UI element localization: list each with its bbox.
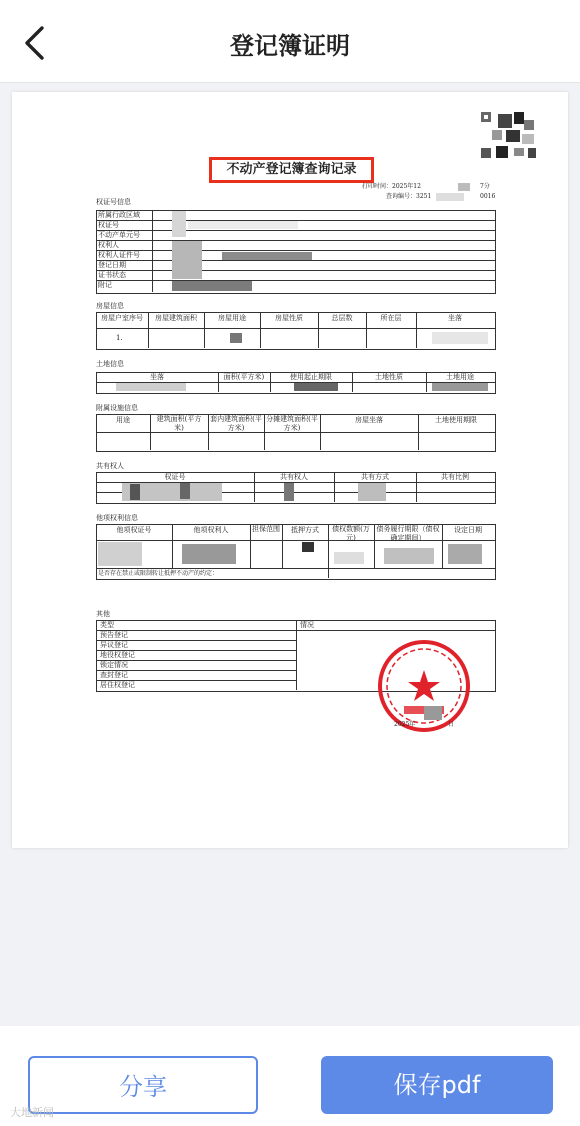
column-header: 套内建筑面积(平方米): [210, 415, 262, 432]
save-pdf-button[interactable]: 保存pdf: [321, 1056, 553, 1114]
column-header: 他项权证号: [116, 526, 152, 534]
redacted-block: [284, 483, 294, 501]
redacted-block: [98, 542, 142, 566]
row-label: 登记日期: [98, 261, 126, 269]
row-label: 证书状态: [98, 271, 126, 279]
redacted-block: [116, 383, 186, 391]
column-header: 他项权利人: [193, 526, 229, 534]
redacted-block: [130, 484, 140, 500]
column-header: 设定日期: [454, 526, 482, 534]
redacted-block: [172, 211, 186, 237]
section-heading: 附属设施信息: [96, 404, 138, 412]
redacted-block: [432, 332, 488, 344]
redacted-block: [436, 193, 464, 201]
document-title: 不动产登记簿查询记录: [209, 157, 374, 183]
redacted-block: [182, 544, 236, 564]
document-preview: [12, 92, 568, 848]
column-header: 分摊建筑面积(平方米): [266, 415, 318, 432]
redacted-block: [334, 552, 364, 564]
row-label: 权证号: [98, 221, 119, 229]
column-header: 房屋用途: [218, 314, 246, 322]
query-number-suffix: 0016: [480, 193, 496, 200]
section-heading: 共有权人: [96, 462, 124, 470]
watermark-text: 大地新闻: [10, 1106, 54, 1119]
qr-code-icon: [478, 110, 540, 162]
redacted-block: [424, 706, 442, 720]
row-label: 权利人证件号: [98, 251, 140, 259]
redacted-block: [230, 333, 242, 343]
section-heading: 其他: [96, 610, 110, 618]
share-button[interactable]: 分享: [28, 1056, 258, 1114]
column-header: 用途: [116, 416, 130, 424]
column-header: 共有权人: [280, 473, 308, 481]
column-header: 共有方式: [361, 473, 389, 481]
print-time-suffix: 7分: [480, 183, 490, 190]
redacted-block: [294, 383, 338, 391]
column-header: 债务履行期限（债权确定期间）: [376, 525, 440, 542]
column-header: 债权数额(万元): [332, 525, 370, 542]
row-label: 居住权登记: [100, 681, 135, 689]
redacted-block: [458, 183, 470, 191]
row-label: 所属行政区域: [98, 211, 140, 219]
column-header: 房屋户室序号: [101, 314, 143, 322]
column-header: 土地用途: [446, 373, 474, 381]
row-label: 地役权登记: [100, 651, 135, 659]
section-heading: 他项权利信息: [96, 514, 138, 522]
column-header: 总层数: [331, 314, 353, 322]
row-label: 权利人: [98, 241, 119, 249]
redacted-block: [448, 544, 482, 564]
row-label: 异议登记: [100, 641, 128, 649]
row-label: 不动产单元号: [98, 231, 140, 239]
seal-date: 2025年: [394, 721, 416, 728]
section-heading: 权证号信息: [96, 198, 131, 206]
column-header: 类型: [100, 621, 114, 629]
redacted-block: [358, 483, 386, 501]
column-header: 房屋建筑面积: [155, 314, 197, 322]
column-header: 建筑面积(平方米): [156, 415, 202, 432]
column-header: 土地使用期限: [435, 416, 477, 424]
section-heading: 土地信息: [96, 360, 124, 368]
column-header: 权证号: [164, 473, 186, 481]
column-header: 共有比例: [441, 473, 469, 481]
restriction-note: 是否存在禁止或限制转让抵押不动产的约定：: [98, 570, 219, 577]
redacted-block: [222, 252, 312, 260]
row-index: 1.: [116, 334, 123, 342]
column-header: 房屋性质: [275, 314, 303, 322]
page-title: 登记簿证明: [230, 32, 350, 60]
column-header: 所在层: [380, 314, 402, 322]
column-header: 面积(平方米): [223, 373, 265, 381]
column-header: 担保范围: [252, 525, 280, 533]
redacted-block: [172, 281, 252, 291]
column-header: 使用起止期限: [290, 373, 332, 381]
redacted-block: [302, 542, 314, 552]
row-label: 附记: [98, 281, 112, 289]
column-header: 土地性质: [375, 373, 403, 381]
column-header: 抵押方式: [291, 526, 319, 534]
row-label: 查封登记: [100, 671, 128, 679]
column-header: 情况: [300, 621, 314, 629]
app-header: [0, 0, 580, 83]
redacted-block: [384, 548, 434, 564]
seal-date-suffix: 日: [448, 721, 455, 728]
column-header: 坐落: [448, 314, 462, 322]
column-header: 坐落: [150, 373, 164, 381]
row-label: 锁定情况: [100, 661, 128, 669]
print-time: 打印时间：2025年12: [362, 183, 421, 190]
query-number: 查询编号：3251: [386, 193, 432, 200]
redacted-block: [432, 383, 488, 391]
section-heading: 房屋信息: [96, 302, 124, 310]
row-label: 预告登记: [100, 631, 128, 639]
redacted-block: [188, 221, 298, 229]
redacted-block: [180, 483, 190, 499]
column-header: 房屋坐落: [355, 416, 383, 424]
redacted-block: [172, 241, 202, 279]
